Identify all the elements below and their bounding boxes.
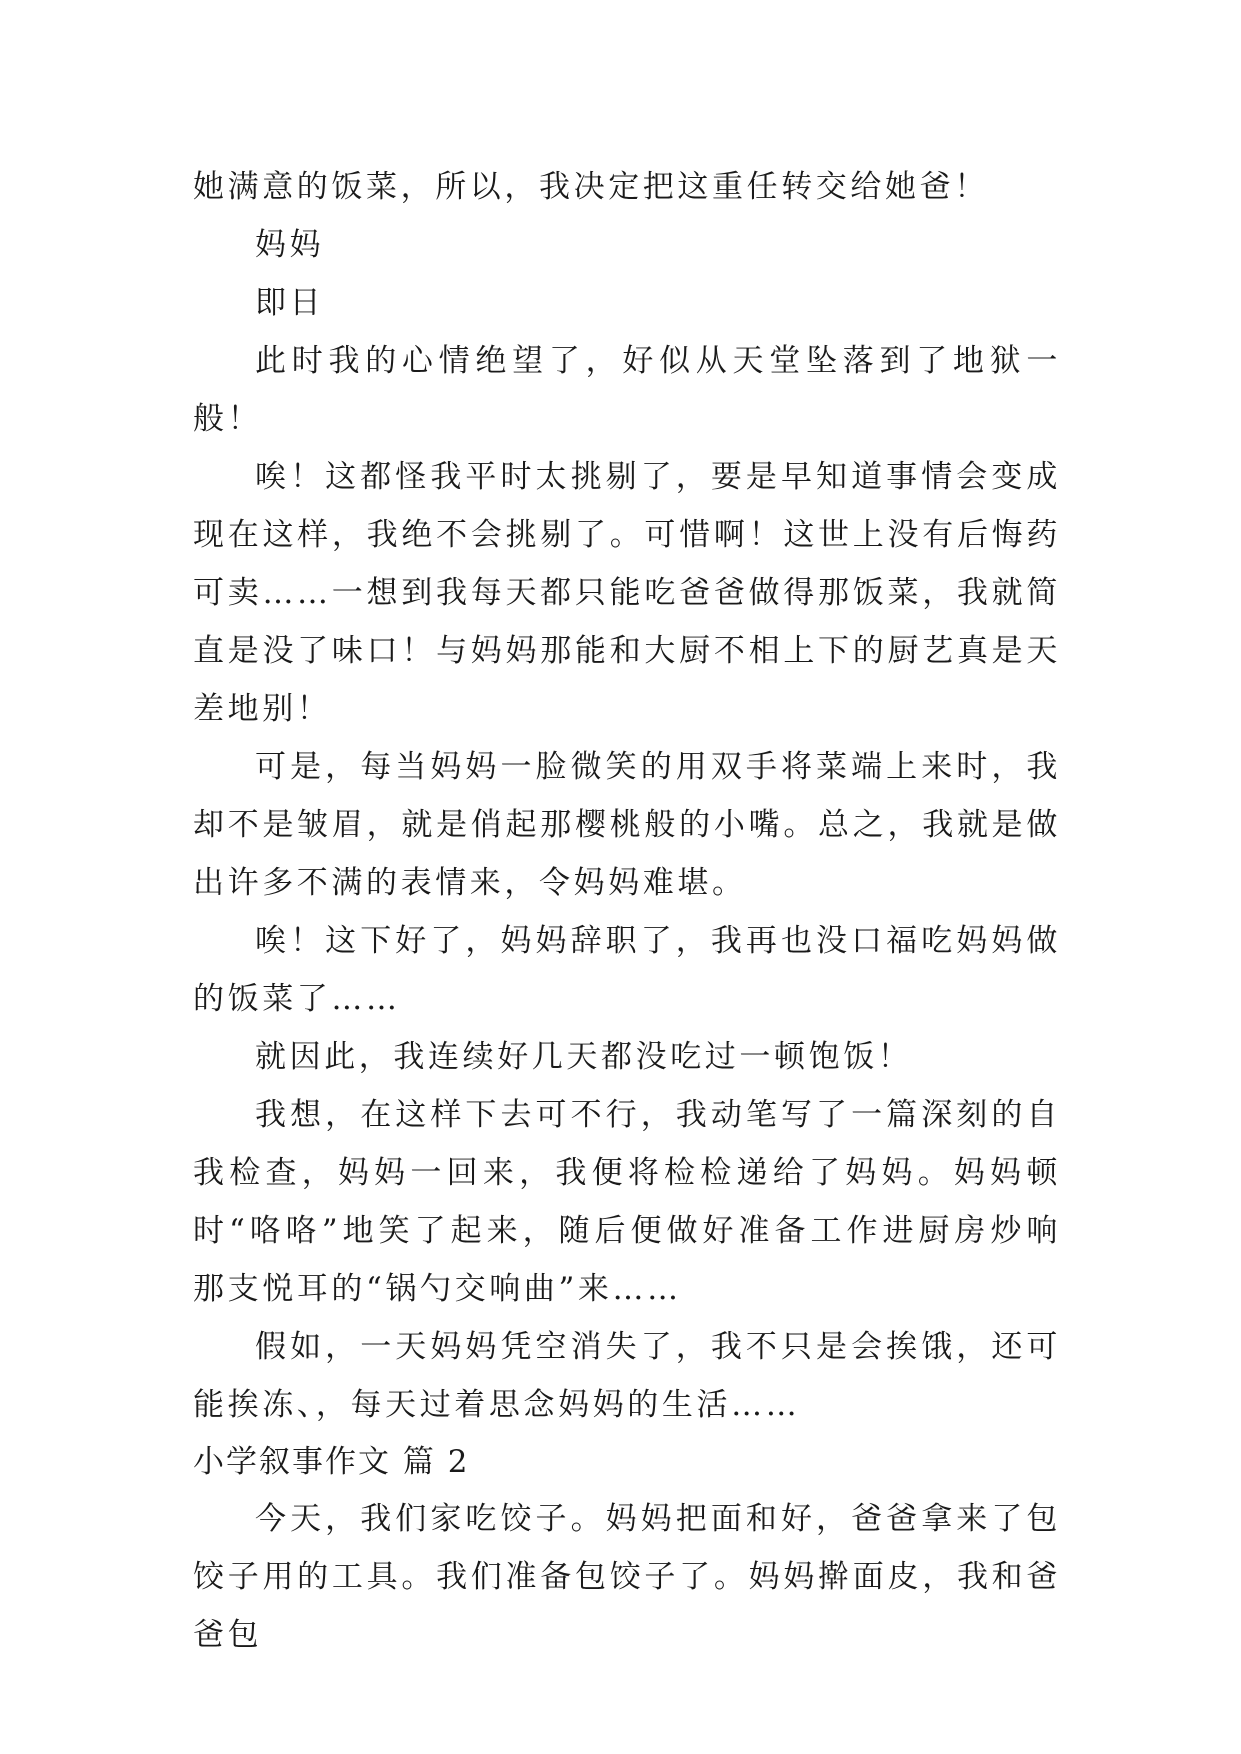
signature-name: 妈妈 xyxy=(255,227,325,263)
paragraph: 唉！这下好了，妈妈辞职了，我再也没口福吃妈妈做的饭菜了…… xyxy=(193,923,1061,1017)
paragraph: 今天，我们家吃饺子。妈妈把面和好，爸爸拿来了包饺子用的工具。我们准备包饺子了。妈妈擀面皮，我和爸爸包 xyxy=(193,1501,1061,1653)
paragraph: 我想，在这样下去可不行，我动笔写了一篇深刻的自我检查，妈妈一回来，我便将检检递给了妈妈。妈妈顿时“咯咯”地笑了起来，随后便做好准备工作进厨房炒响那支悦耳的“锅勺交响曲”来…… xyxy=(193,1097,1061,1307)
paragraph: 可是，每当妈妈一脸微笑的用双手将菜端上来时，我却不是皱眉，就是俏起那樱桃般的小嘴。总之，我就是做出许多不满的表情来，令妈妈难堪。 xyxy=(193,749,1061,901)
signature-date: 即日 xyxy=(255,285,325,321)
paragraph: 唉！这都怪我平时太挑剔了，要是早知道事情会变成现在这样，我绝不会挑剔了。可惜啊！这世上没有后悔药可卖……一想到我每天都只能吃爸爸做得那饭菜，我就简直是没了味口！与妈妈那能和大厨不相上下的厨艺真是天差地别！ xyxy=(193,459,1061,727)
document-body xyxy=(193,158,1061,1664)
paragraph: 就因此，我连续好几天都没吃过一顿饱饭！ xyxy=(255,1039,913,1075)
paragraph: 假如，一天妈妈凭空消失了，我不只是会挨饿，还可能挨冻、，每天过着思念妈妈的生活…… xyxy=(193,1329,1061,1423)
paragraph-continuation: 她满意的饭菜，所以，我决定把这重任转交给她爸！ xyxy=(193,169,989,205)
section-heading: 小学叙事作文 篇 2 xyxy=(193,1444,470,1480)
paragraph: 此时我的心情绝望了，好似从天堂坠落到了地狱一般！ xyxy=(193,343,1061,437)
